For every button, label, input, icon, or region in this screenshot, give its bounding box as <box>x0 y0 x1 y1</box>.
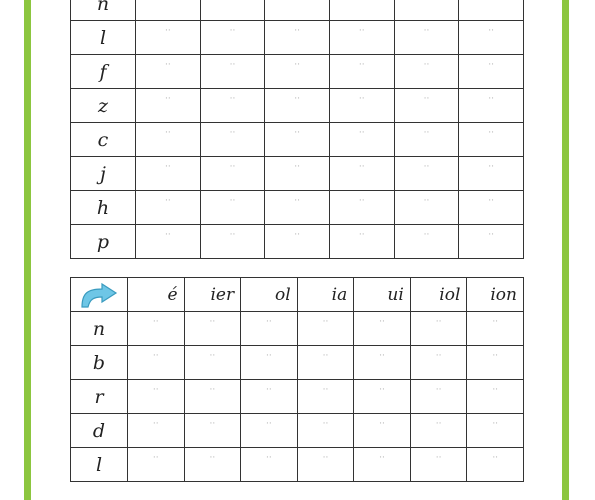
writing-cell[interactable] <box>184 448 241 482</box>
suffix-header: ion <box>467 278 524 312</box>
row-letter-label: b <box>71 346 128 380</box>
row-letter-label: f <box>71 55 136 89</box>
writing-cell[interactable] <box>128 448 185 482</box>
writing-cell[interactable] <box>241 380 298 414</box>
row-letter-label: c <box>71 123 136 157</box>
writing-cell[interactable] <box>329 21 394 55</box>
writing-cell[interactable] <box>128 414 185 448</box>
writing-cell[interactable] <box>128 380 185 414</box>
row-letter-label: j <box>71 157 136 191</box>
letter-row <box>71 191 524 225</box>
suffix-header: iol <box>410 278 467 312</box>
writing-cell[interactable] <box>136 225 201 259</box>
writing-cell[interactable] <box>200 0 265 21</box>
row-letter-label: p <box>71 225 136 259</box>
writing-cell[interactable] <box>265 225 330 259</box>
writing-cell[interactable] <box>241 448 298 482</box>
writing-cell[interactable] <box>297 312 354 346</box>
writing-cell[interactable] <box>136 191 201 225</box>
writing-cell[interactable] <box>265 157 330 191</box>
writing-cell[interactable] <box>265 21 330 55</box>
syllable-header-row <box>71 278 524 312</box>
syllable-practice-grid <box>70 277 524 482</box>
writing-cell[interactable] <box>241 414 298 448</box>
writing-cell[interactable] <box>394 21 459 55</box>
row-letter-label: h <box>71 191 136 225</box>
writing-cell[interactable] <box>459 0 524 21</box>
writing-cell[interactable] <box>128 312 185 346</box>
row-letter-label: z <box>71 89 136 123</box>
syllable-row <box>71 414 524 448</box>
syllable-row <box>71 380 524 414</box>
suffix-header: ui <box>354 278 411 312</box>
writing-cell[interactable] <box>265 123 330 157</box>
writing-cell[interactable] <box>200 225 265 259</box>
writing-cell[interactable] <box>394 89 459 123</box>
syllable-row <box>71 312 524 346</box>
arrow-header-cell <box>71 278 128 312</box>
letter-row <box>71 157 524 191</box>
writing-cell[interactable] <box>128 346 185 380</box>
writing-cell[interactable] <box>329 157 394 191</box>
writing-cell[interactable] <box>297 380 354 414</box>
writing-cell[interactable] <box>459 21 524 55</box>
writing-cell[interactable] <box>297 448 354 482</box>
writing-cell[interactable] <box>394 157 459 191</box>
row-letter-label: d <box>71 414 128 448</box>
writing-cell[interactable] <box>467 346 524 380</box>
writing-cell[interactable] <box>200 123 265 157</box>
letter-row <box>71 0 524 21</box>
writing-cell[interactable] <box>297 346 354 380</box>
writing-cell[interactable] <box>467 414 524 448</box>
row-letter-label: l <box>71 448 128 482</box>
letter-practice-grid-body <box>71 0 524 259</box>
writing-cell[interactable] <box>459 225 524 259</box>
writing-cell[interactable] <box>265 191 330 225</box>
writing-cell[interactable] <box>354 312 411 346</box>
row-letter-label: r <box>71 380 128 414</box>
writing-cell[interactable] <box>467 448 524 482</box>
writing-cell[interactable] <box>241 346 298 380</box>
row-letter-label: n <box>71 0 136 21</box>
curved-arrow-icon <box>76 281 122 309</box>
syllable-row <box>71 448 524 482</box>
writing-cell[interactable] <box>394 55 459 89</box>
writing-cell[interactable] <box>459 191 524 225</box>
writing-cell[interactable] <box>354 380 411 414</box>
writing-cell[interactable] <box>265 0 330 21</box>
writing-cell[interactable] <box>265 55 330 89</box>
suffix-header: ier <box>184 278 241 312</box>
writing-cell[interactable] <box>459 55 524 89</box>
writing-cell[interactable] <box>354 448 411 482</box>
writing-cell[interactable] <box>200 89 265 123</box>
writing-cell[interactable] <box>184 414 241 448</box>
writing-cell[interactable] <box>394 191 459 225</box>
writing-cell[interactable] <box>394 0 459 21</box>
writing-cell[interactable] <box>136 0 201 21</box>
writing-cell[interactable] <box>410 312 467 346</box>
writing-cell[interactable] <box>467 312 524 346</box>
writing-cell[interactable] <box>329 225 394 259</box>
writing-cell[interactable] <box>354 414 411 448</box>
suffix-header: ol <box>241 278 298 312</box>
writing-cell[interactable] <box>136 55 201 89</box>
writing-cell[interactable] <box>459 89 524 123</box>
letter-row <box>71 123 524 157</box>
row-letter-label: l <box>71 21 136 55</box>
writing-cell[interactable] <box>200 191 265 225</box>
letter-row <box>71 21 524 55</box>
writing-cell[interactable] <box>410 380 467 414</box>
writing-cell[interactable] <box>459 157 524 191</box>
writing-cell[interactable] <box>184 380 241 414</box>
letter-practice-grid <box>70 0 524 259</box>
syllable-row <box>71 346 524 380</box>
writing-cell[interactable] <box>297 414 354 448</box>
writing-cell[interactable] <box>329 89 394 123</box>
writing-cell[interactable] <box>265 89 330 123</box>
writing-cell[interactable] <box>136 157 201 191</box>
suffix-header: é <box>128 278 185 312</box>
writing-cell[interactable] <box>136 89 201 123</box>
writing-cell[interactable] <box>410 346 467 380</box>
writing-cell[interactable] <box>329 0 394 21</box>
writing-cell[interactable] <box>200 55 265 89</box>
letter-row <box>71 55 524 89</box>
writing-cell[interactable] <box>329 55 394 89</box>
writing-cell[interactable] <box>200 21 265 55</box>
letter-row <box>71 89 524 123</box>
writing-cell[interactable] <box>354 346 411 380</box>
writing-cell[interactable] <box>184 312 241 346</box>
writing-cell[interactable] <box>467 380 524 414</box>
writing-cell[interactable] <box>136 21 201 55</box>
writing-cell[interactable] <box>459 123 524 157</box>
writing-cell[interactable] <box>410 448 467 482</box>
writing-cell[interactable] <box>394 123 459 157</box>
writing-cell[interactable] <box>200 157 265 191</box>
letter-row <box>71 225 524 259</box>
writing-cell[interactable] <box>241 312 298 346</box>
writing-cell[interactable] <box>184 346 241 380</box>
suffix-header: ia <box>297 278 354 312</box>
writing-cell[interactable] <box>329 191 394 225</box>
writing-cell[interactable] <box>136 123 201 157</box>
writing-cell[interactable] <box>394 225 459 259</box>
writing-cell[interactable] <box>329 123 394 157</box>
writing-cell[interactable] <box>410 414 467 448</box>
row-letter-label: n <box>71 312 128 346</box>
syllable-practice-grid-body <box>71 312 524 482</box>
